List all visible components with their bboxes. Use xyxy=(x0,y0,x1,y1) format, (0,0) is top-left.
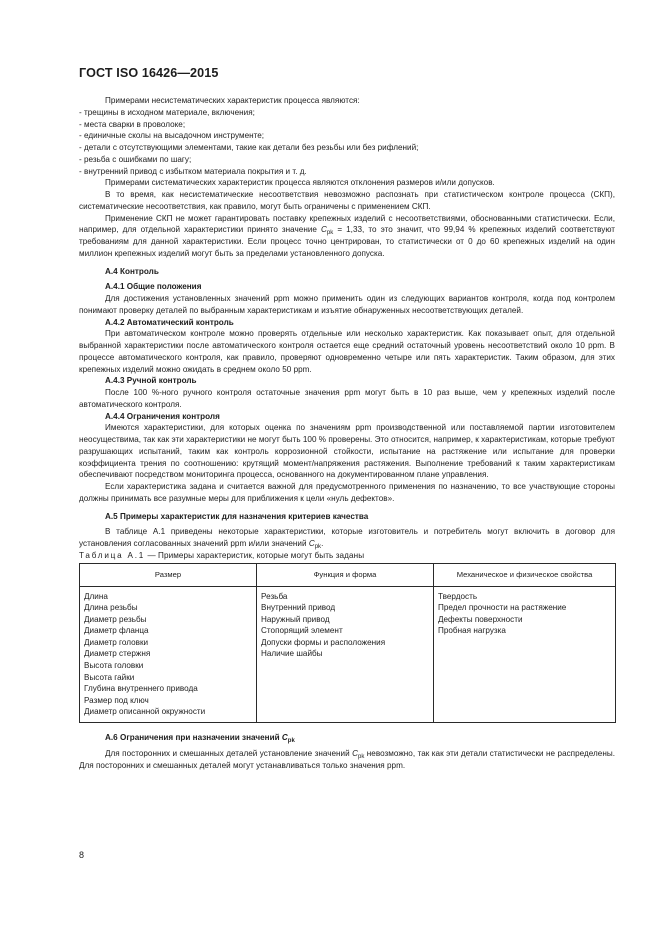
cell-line: Диаметр резьбы xyxy=(84,614,147,624)
cell-line: Диаметр головки xyxy=(84,637,149,647)
cpk-subscript: pk xyxy=(357,753,365,760)
list-item: - детали с отсутствующими элементами, такие как детали без резьбы или без рифлений; xyxy=(79,143,419,152)
cell-line: Размер под ключ xyxy=(84,695,149,705)
paragraph: После 100 %-ного ручного контроля остаточные значения ppm могут быть в 10 раз выше, чем у крепежных изделий после автоматического контроля. xyxy=(79,388,615,409)
paragraph xyxy=(79,213,615,260)
cpk-subscript: pk xyxy=(314,544,322,550)
paragraph-text: Для посторонних и смешанных деталей установление значений xyxy=(105,748,353,758)
cpk-subscript: pk xyxy=(326,230,334,237)
paragraph-text: В таблице А.1 приведены некоторые характеристики, которые изготовитель и потребитель могут включить в договор для установления согласованных значений ppm и/или значений xyxy=(79,527,615,548)
cell-line: Глубина внутреннего привода xyxy=(84,684,198,694)
subsection-heading-a41: А.4.1 Общие положения xyxy=(105,282,202,292)
paragraph: Примерами систематических характеристик процесса являются отклонения размеров и/или допусков. xyxy=(105,178,495,188)
column-header: Размер xyxy=(80,563,257,586)
cell-line: Наличие шайбы xyxy=(261,649,323,659)
table-caption-label: Таблица А.1 xyxy=(79,550,146,560)
cell-line: Высота гайки xyxy=(84,672,135,682)
cpk-subscript: pk xyxy=(287,738,295,745)
function-cell xyxy=(257,586,434,723)
cpk-symbol: C xyxy=(281,733,288,743)
table-caption xyxy=(79,550,615,562)
list-item: - места сварки в проволоке; xyxy=(79,119,186,129)
cell-line: Допуски формы и расположения xyxy=(261,637,386,647)
paragraph-text: Применение СКП не может гарантировать поставку крепежных изделий с несоответствиями, обоснованными статистически. Если, например, для отдельной характеристики принято значение xyxy=(79,213,615,235)
table-row xyxy=(80,586,616,723)
paragraph xyxy=(79,526,615,550)
document-header: ГОСТ ISO 16426—2015 xyxy=(79,66,219,80)
paragraph: В то время, как несистематические несоответствия невозможно распознать при статистическом контроле процесса (СКП), систематические несоответствия, как правило, могут быть ограничены с применением СКП. xyxy=(79,190,615,211)
subsection-heading-a44: А.4.4 Ограничения контроля xyxy=(105,411,220,421)
properties-cell xyxy=(434,586,616,723)
paragraph-text: невозможно, так как эти детали статистически не распределены. Для посторонних и смешанных деталей могут устанавливаться только значения ppm. xyxy=(79,748,615,770)
section-heading-a5: А.5 Примеры характеристик для назначения критериев качества xyxy=(105,511,369,521)
cell-line: Резьба xyxy=(261,591,288,601)
size-cell xyxy=(80,586,257,723)
list-item: - резьба с ошибками по шагу; xyxy=(79,154,192,164)
paragraph: При автоматическом контроле можно проверять отдельные или несколько характеристик. Как показывает опыт, для отдельной выбранной характеристики после автоматического контроля остается еще средний остаточный уровень несоответствий около 10 ppm. В процессе автоматического контроля, как правило, проверяют одновременно четыре или пять характеристик. Таким образом, для этих крепежных изделий можно ожидать в среднем около 50 ppm. xyxy=(79,329,615,374)
cell-line: Твердость xyxy=(438,591,478,601)
cell-line: Стопорящий элемент xyxy=(261,626,343,636)
cpk-symbol: C xyxy=(308,539,315,548)
cell-line: Длина xyxy=(84,591,108,601)
cell-line: Диаметр стержня xyxy=(84,649,151,659)
characteristics-table xyxy=(79,563,616,724)
cell-line: Пробная нагрузка xyxy=(438,626,506,636)
section-heading-a6 xyxy=(79,732,615,744)
cell-line: Предел прочности на растяжение xyxy=(438,603,567,613)
table-header-row xyxy=(80,563,616,586)
cpk-symbol: C xyxy=(320,225,327,235)
page-number: 8 xyxy=(79,850,85,860)
section-heading-a4: А.4 Контроль xyxy=(105,266,159,276)
cell-line: Дефекты поверхности xyxy=(438,614,523,624)
cpk-symbol: C xyxy=(352,748,358,758)
paragraph-text: . xyxy=(321,539,324,548)
column-header: Механическое и физическое свойства xyxy=(434,563,616,586)
column-header: Функция и форма xyxy=(257,563,434,586)
heading-text: А.6 Ограничения при назначении значений xyxy=(105,733,282,743)
list-item: - внутренний привод с избытком материала покрытия и т. д. xyxy=(79,166,307,176)
paragraph: Если характеристика задана и считается важной для предусмотренного применения по назначению, то все участвующие стороны должны принимать все разумные меры для приближения к цели «нуль дефектов». xyxy=(79,482,615,503)
paragraph: Для достижения установленных значений ppm можно применить один из следующих вариантов контроля, когда под контролем понимают проверку деталей по выбранным характеристикам и изъятие обнаруженных несоответствующих деталей. xyxy=(79,294,615,315)
cell-line: Внутренний привод xyxy=(261,603,336,613)
cell-line: Наружный привод xyxy=(261,614,330,624)
subsection-heading-a43: А.4.3 Ручной контроль xyxy=(105,376,197,386)
cell-line: Длина резьбы xyxy=(84,603,138,613)
list-item: - единичные сколы на высадочном инструменте; xyxy=(79,131,265,141)
paragraph xyxy=(79,748,615,772)
nonsystematic-list xyxy=(79,107,615,178)
paragraph-text: = 1,33, то это значит, что 99,94 % крепежных изделий соответствуют требованиям для данной характеристики. Если процесс точно центрирован, то статистически от 0 до 60 крепежных изделий на один миллион крепежных изделий могут быть за пределами установленного допуска. xyxy=(79,225,615,258)
cell-line: Диаметр описанной окружности xyxy=(84,707,206,717)
paragraph: Примерами несистематических характеристик процесса являются: xyxy=(105,96,360,105)
page-content xyxy=(79,95,615,771)
cell-line: Диаметр фланца xyxy=(84,626,149,636)
cell-line: Высота головки xyxy=(84,661,144,671)
list-item: - трещины в исходном материале, включения; xyxy=(79,107,255,117)
paragraph: Имеются характеристики, для которых оценка по значениям ppm производственной или поставляемой партии изготовителем неосуществима, так как эти характеристики не могут быть 100 % проверены. Это относится, например, к характеристикам, которые требуют разрушающих испытаний, таким как контроль коррозионной стойкости, испытание на растяжение или испытание для проверки коэффициента трения по соотношению: крутящий момент/напряжения растяжения. Выполнение требований к таким характеристикам обеспечивают посредством мониторинга процесса, основанного на документированном плане управления. xyxy=(79,423,615,480)
subsection-heading-a42: А.4.2 Автоматический контроль xyxy=(105,317,234,327)
table-caption-text: — Примеры характеристик, которые могут быть заданы xyxy=(145,550,365,560)
